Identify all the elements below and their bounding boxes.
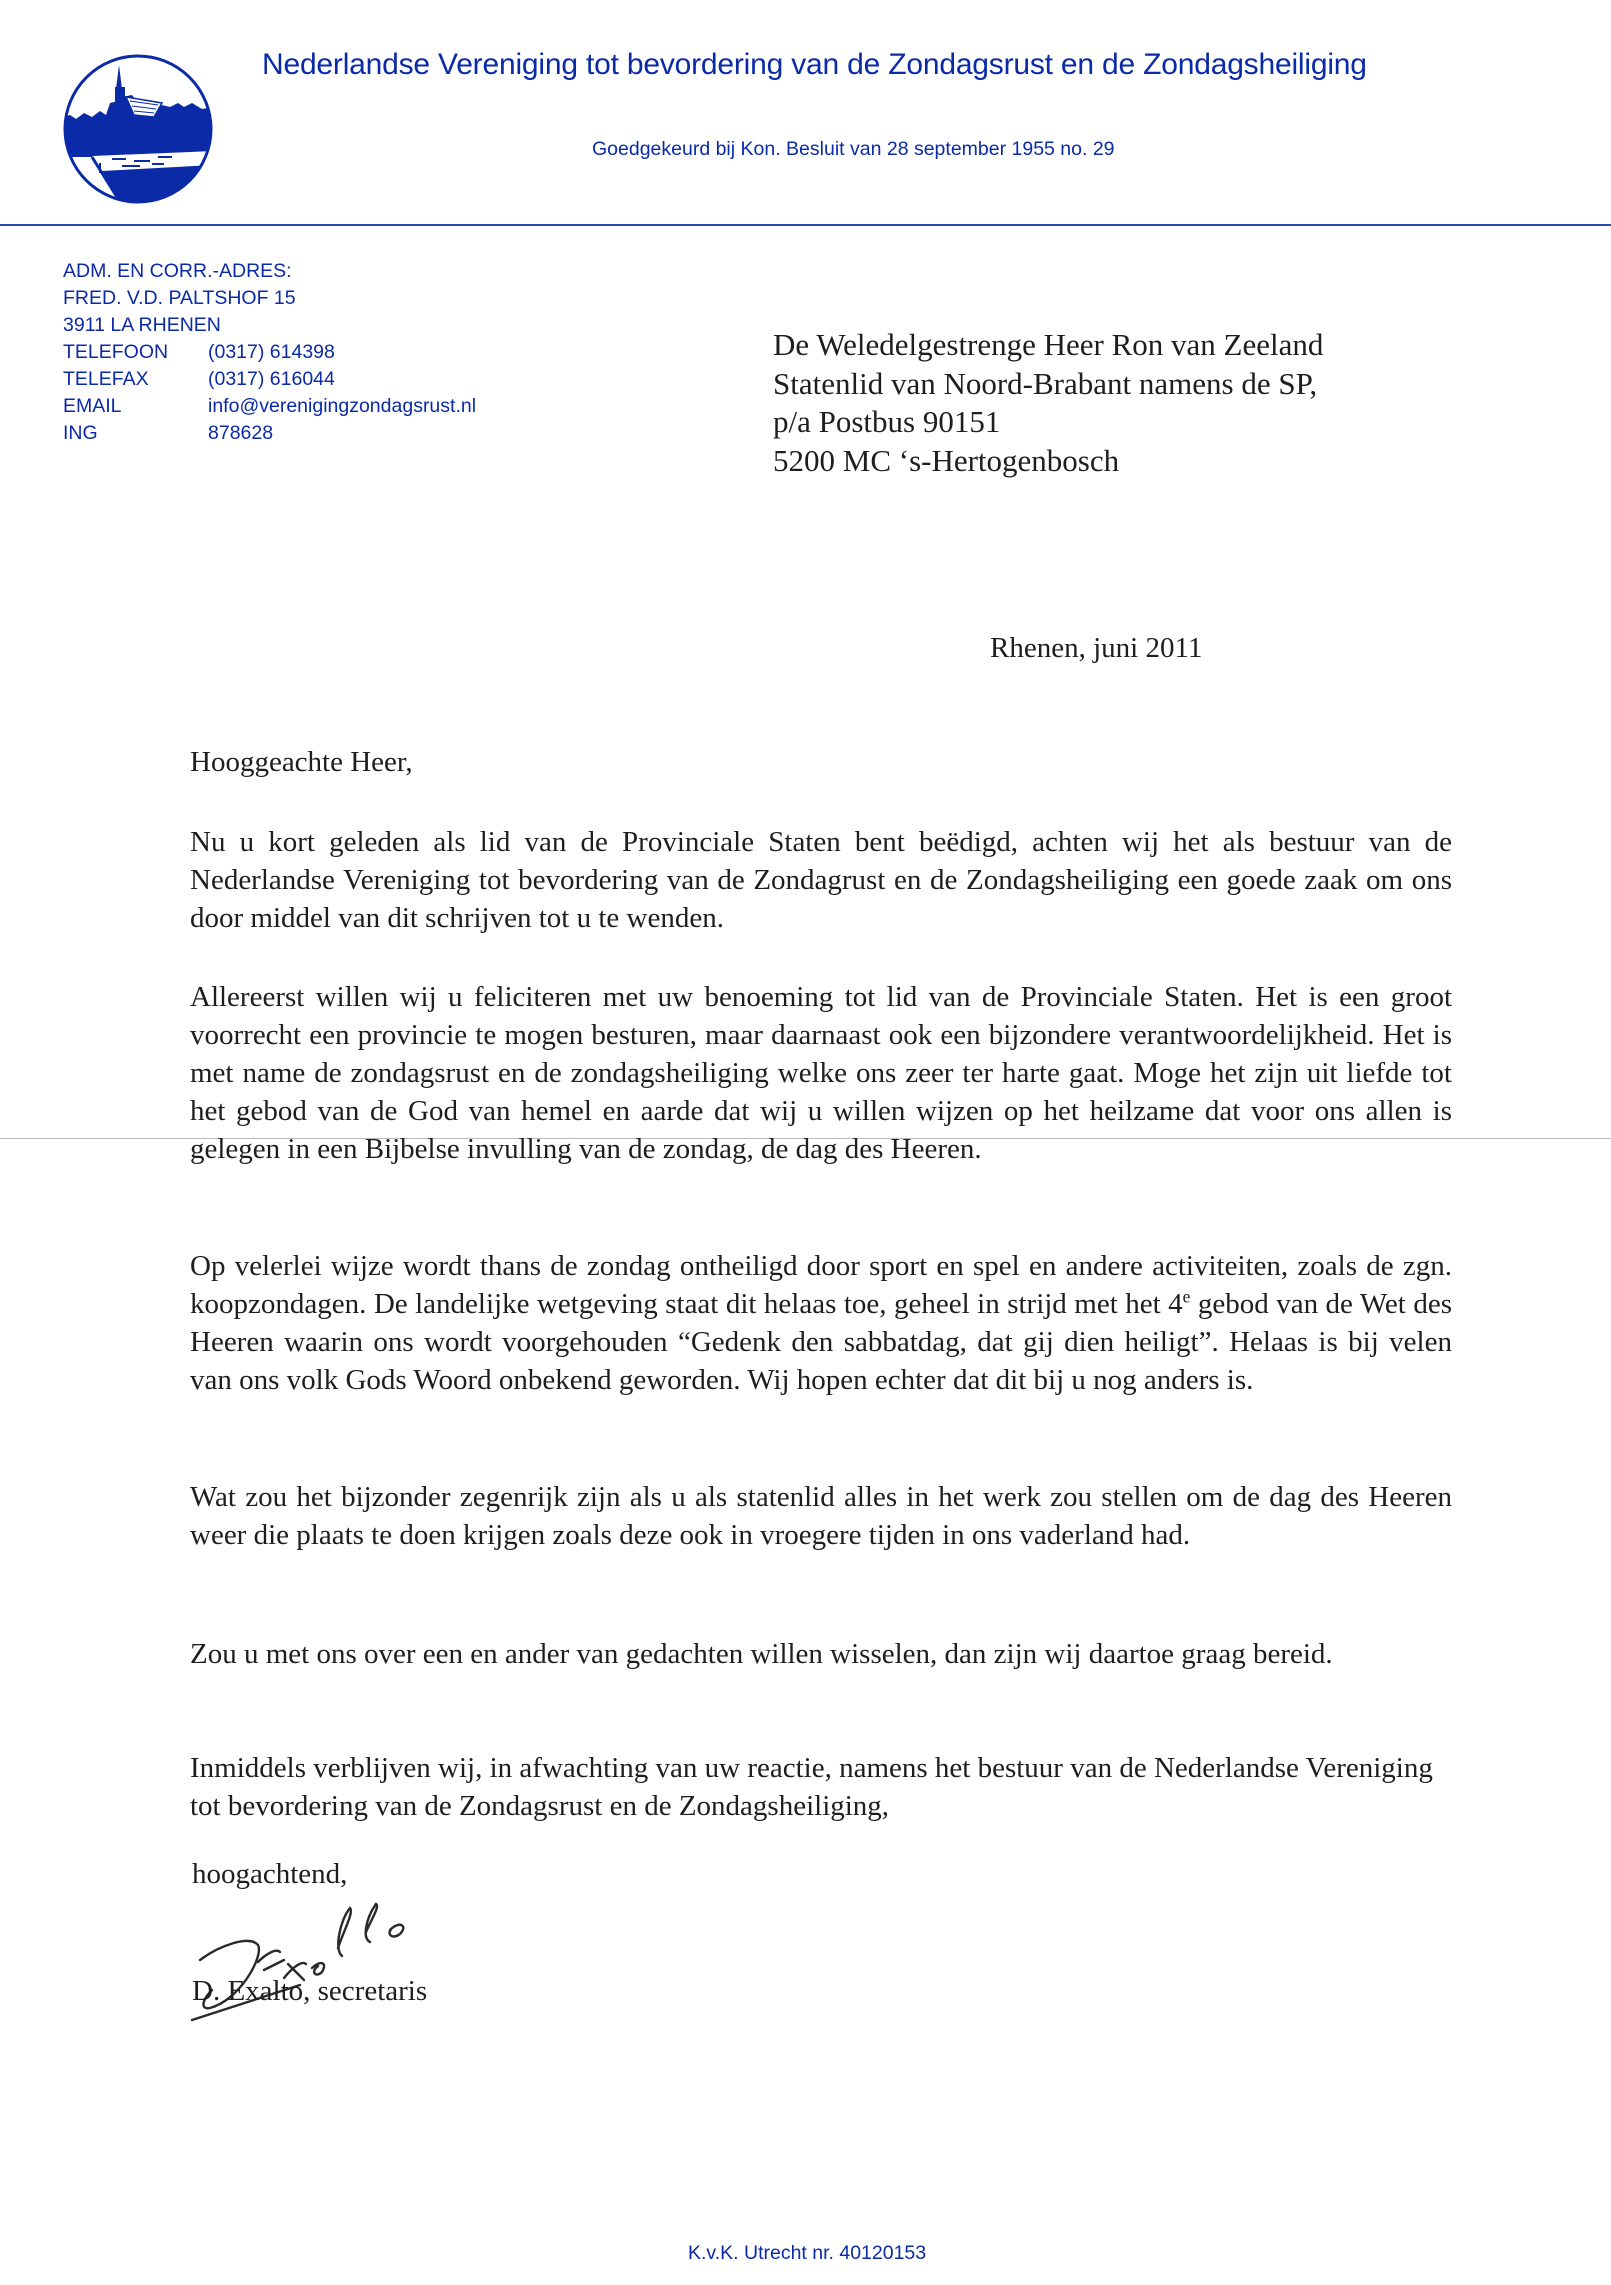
organization-name: Nederlandse Vereniging tot bevordering van de Zondagsrust en de Zondagsheiliging: [262, 48, 1367, 81]
church-landscape-logo-icon: [62, 53, 214, 205]
body-paragraph-2: Allereerst willen wij u feliciteren met uw benoeming tot lid van de Provinciale Staten. Het is een groot voorrecht een provincie te mogen besturen, maar daarnaast ook een bijzondere verantwoordelijkheid. Het is met name de zondagsrust en de zondagsheiliging welke ons zeer ter harte gaat. Moge het zijn uit liefde tot het gebod van de God van hemel en aarde dat wij u willen wijzen op het heilzame dat voor ons allen is gelegen in een Bijbelse invulling van de zondag, de dag des Heeren.: [190, 981, 1452, 1165]
body-paragraph-1: Nu u kort geleden als lid van de Provinciale Staten bent beëdigd, achten wij het als bestuur van de Nederlandse Vereniging tot bevordering van de Zondagrust en de Zondagsheiliging een goede zaak om ons door middel van dit schrijven tot u te wenden.: [190, 826, 1452, 934]
ordinal-superscript: e: [1182, 1286, 1191, 1307]
body-paragraph-4: Wat zou het bijzonder zegenrijk zijn als u als statenlid alles in het werk zou stellen om de dag des Heeren weer die plaats te doen krijgen zoals deze ook in vroegere tijden in ons vaderland had.: [190, 1481, 1452, 1551]
header-divider: [0, 224, 1611, 226]
letter-date: Rhenen, juni 2011: [990, 632, 1203, 664]
contact-label: TELEFOON: [63, 341, 169, 363]
handwritten-signature-icon: [180, 1890, 440, 2030]
recipient-address-block: [773, 326, 1323, 480]
paragraph-text: gebod van de Wet des Heeren waarin ons wordt voorgehouden “Gedenk den sabbatdag, dat gij dien heiligt”. Helaas is bij velen van ons volk Gods Woord onbekend geworden. Wij hopen echter dat dit bij u nog anders is.: [190, 1288, 1452, 1396]
sender-heading: ADM. EN CORR.-ADRES:: [63, 260, 292, 282]
sender-address-block: [63, 258, 476, 447]
recipient-line: 5200 MC ‘s-Hertogenbosch: [773, 442, 1120, 478]
contact-row-email: [63, 393, 476, 420]
contact-value: info@verenigingzondagsrust.nl: [208, 395, 477, 417]
contact-value: (0317) 614398: [208, 341, 335, 363]
contact-value: 878628: [208, 422, 274, 444]
body-paragraph-5: Zou u met ons over een en ander van gedachten willen wisselen, dan zijn wij daartoe graag bereid.: [190, 1638, 1333, 1670]
royal-approval-note: Goedgekeurd bij Kon. Besluit van 28 september 1955 no. 29: [592, 138, 1115, 160]
contact-row-bank: [63, 420, 476, 447]
contact-row-phone: [63, 339, 476, 366]
body-paragraph-6: Inmiddels verblijven wij, in afwachting van uw reactie, namens het bestuur van de Nederlandse Vereniging tot bevordering van de Zondagsrust en de Zondagsheiliging,: [190, 1752, 1433, 1822]
sender-street: FRED. V.D. PALTSHOF 15: [63, 287, 296, 309]
chamber-of-commerce-number: K.v.K. Utrecht nr. 40120153: [688, 2242, 927, 2264]
recipient-line: Statenlid van Noord-Brabant namens de SP,: [773, 365, 1318, 401]
salutation: Hooggeachte Heer,: [190, 746, 413, 778]
contact-label: ING: [63, 422, 98, 444]
sender-city: 3911 LA RHENEN: [63, 314, 221, 336]
recipient-line: p/a Postbus 90151: [773, 404, 1001, 439]
closing-phrase: hoogachtend,: [192, 1858, 348, 1890]
body-paragraph-3: [190, 1247, 1452, 1399]
contact-label: TELEFAX: [63, 368, 149, 390]
contact-value: (0317) 616044: [208, 368, 335, 390]
contact-row-fax: [63, 366, 476, 393]
contact-label: EMAIL: [63, 395, 122, 417]
signatory-name: D. Exalto, secretaris: [192, 1975, 428, 2007]
recipient-line: De Weledelgestrenge Heer Ron van Zeeland: [773, 327, 1324, 362]
paragraph-text: Op velerlei wijze wordt thans de zondag ontheiligd door sport en spel en andere activiteiten, zoals de zgn. koopzondagen. De landelijke wetgeving staat dit helaas toe, geheel in strijd met het 4: [190, 1250, 1452, 1320]
